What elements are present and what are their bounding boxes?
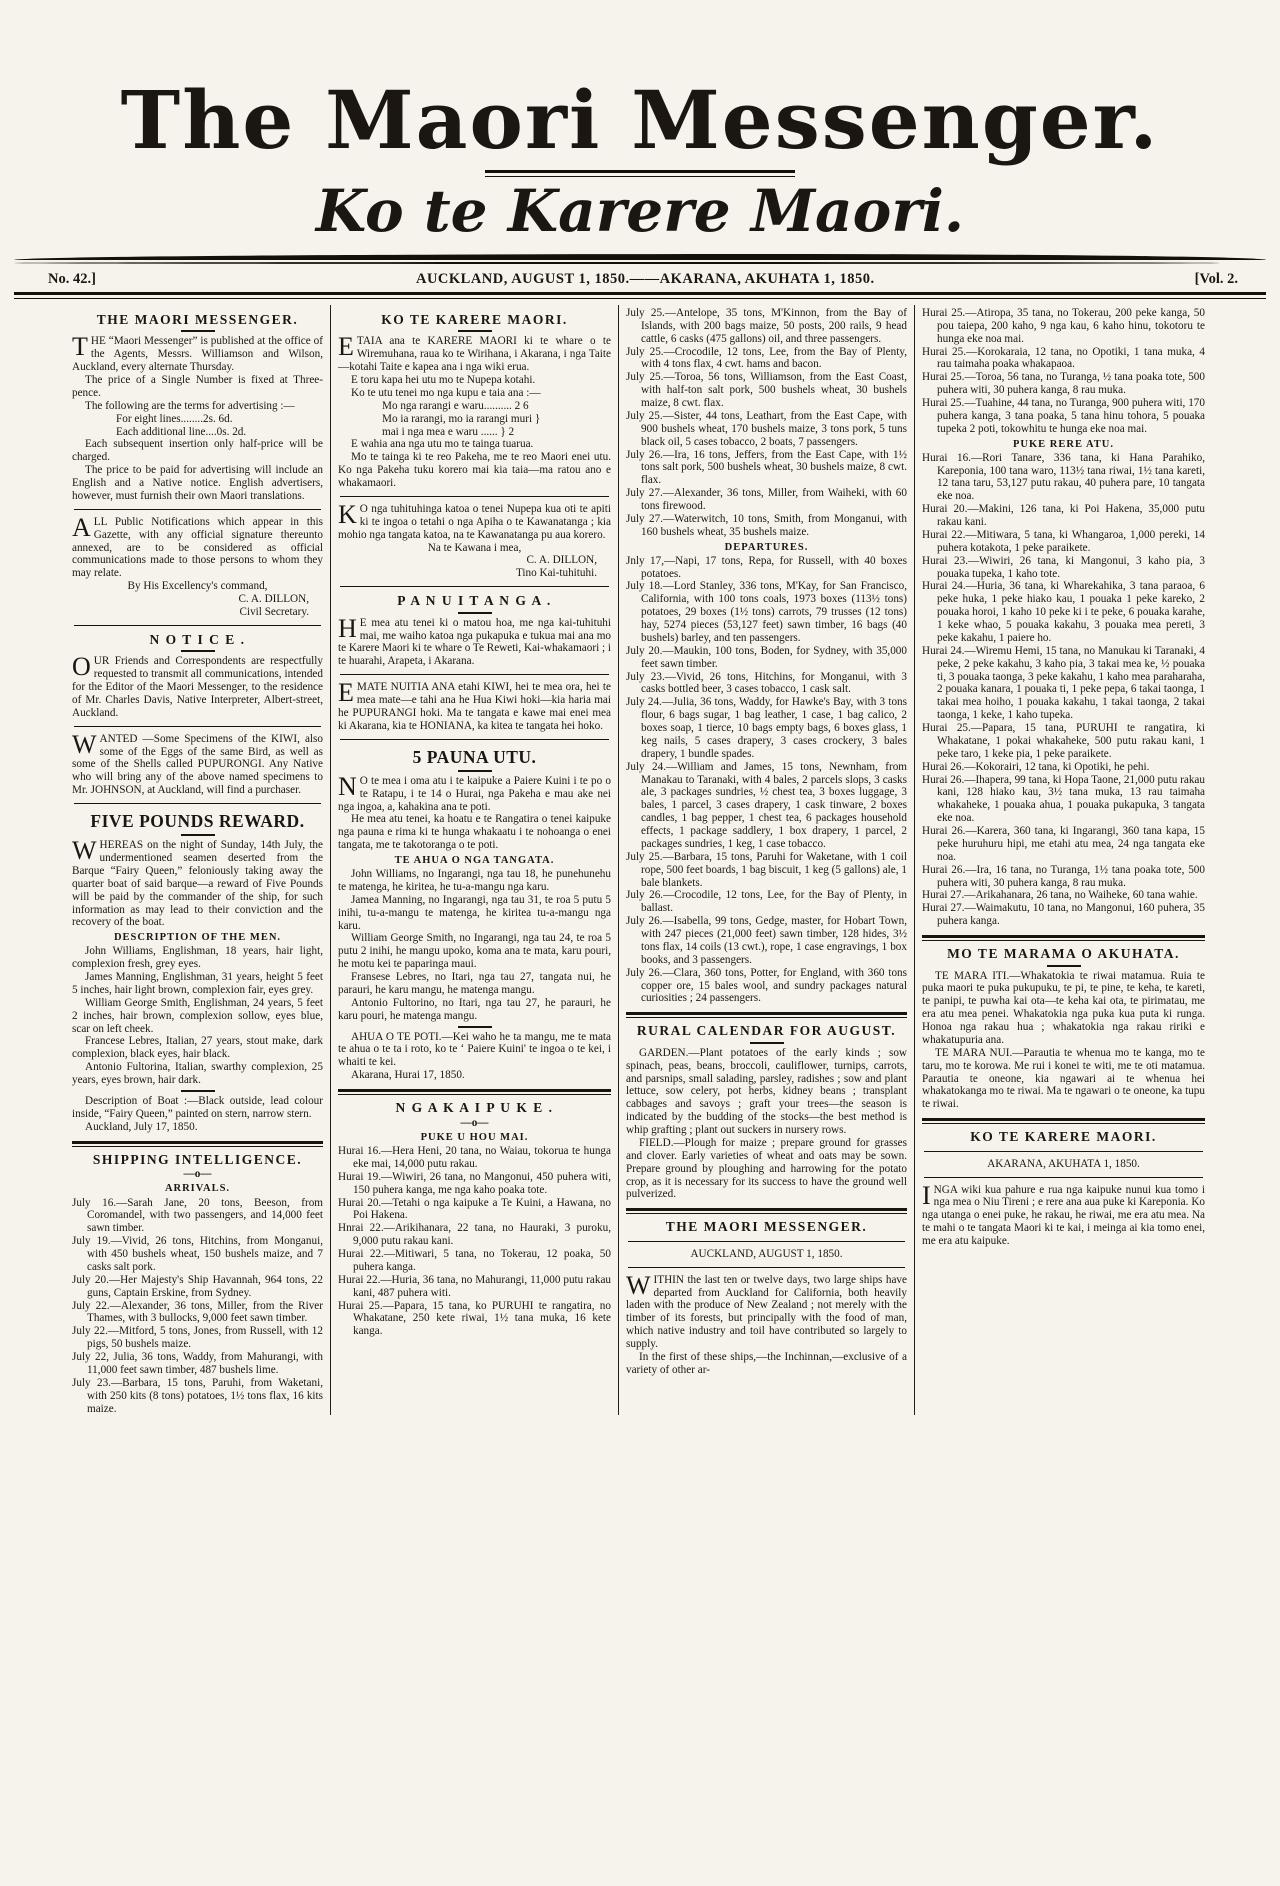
section-heading-large: FIVE POUNDS REWARD.: [90, 811, 305, 832]
ship-entry: Hurai 20.—Makini, 126 tana, ki Poi Hakena, 35,000 putu rakau kani.: [922, 503, 1205, 529]
centered-line: AUCKLAND, AUGUST 1, 1850.: [690, 1247, 843, 1260]
paragraph: William George Smith, no Ingarangi, nga tau 24, te roa 5 putu 2 inihi, he mangu upoko, koma ana te mata, karu pouri, he motu kei te paparinga maui.: [338, 932, 611, 971]
paragraph: Antonio Fultorino, no Itari, nga tau 27, he parauri, he karu pouri, he matenga mangu.: [338, 996, 611, 1022]
paragraph-dropcap: WHEREAS on the night of Sunday, 14th July, the undermentioned seamen deserted from the Barque “Fairy Queen,” feloniously taking away the quarter boat of said barque—a reward of Five Pounds will be paid by the commander of the ship, for such information as may lead to their conviction and the recovery of the boat.: [72, 836, 323, 929]
paragraph-dropcap: ALL Public Notifications which appear in this Gazette, with any official signature thereunto annexed, are to be considered as official communications made to those persons to whom they may relate.: [72, 512, 323, 580]
ship-entry: July 23.—Barbara, 15 tons, Paruhi, from Waketani, with 250 kits (8 tons) potatoes, 1½ tons flax, 16 kits maize.: [72, 1376, 323, 1415]
paragraph: GARDEN.—Plant potatoes of the early kinds ; sow spinach, peas, beans, broccoli, cauliflower, turnips, carrots, and parsnips, small salading, parsley, radishes ; sow and plant lettuce, sow celery, pot herbs, kidney beans ; transplant cabbages and savoys ; graft your trees—the season is indicated by the budding of the stocks—the best method is whip grafting ; plant out suckers in nursery rows.: [626, 1046, 907, 1137]
paragraph-dropcap: INGA wiki kua pahure e rua nga kaipuke nunui kua tomo i nga mea o Niu Tireni ; e rere ana aua puke ki Kareponia. Ko nga utanga o enei puke, he rakau, he riwai, me era atu mea. Na te mahi o te tangata Maori ki te kai, i meinga ai kia tomo enei, me era atu kaipuke.: [922, 1180, 1205, 1248]
centered-line: AKARANA, AKUHATA 1, 1850.: [987, 1157, 1140, 1170]
single-rule: [340, 739, 609, 740]
single-rule: [628, 1241, 905, 1242]
ship-entry: July 22.—Alexander, 36 tons, Miller, from the River Thames, with 3 bullocks, 9,000 feet sawn timber.: [72, 1299, 323, 1325]
ship-entry: July 20.—Maukin, 100 tons, Boden, for Sydney, with 35,000 feet sawn timber.: [626, 644, 907, 670]
short-rule: [750, 1042, 784, 1044]
paragraph: The price of a Single Number is fixed at Three-pence.: [72, 374, 323, 399]
paragraph: John Williams, Englishman, 18 years, hair light, complexion fresh, grey eyes.: [72, 945, 323, 971]
single-rule: [74, 726, 321, 727]
double-rule: [338, 1089, 611, 1095]
ship-entry: July 24.—Julia, 36 tons, Waddy, for Hawke's Bay, with 3 tons flour, 6 bags sugar, 1 bag leather, 1 case, 1 bag calico, 2 boxes soap, 1 tierce, 10 bags empty bags, 6 boxes glass, 1 keg nails, 5 cases drapery, 3 cases crockery, 3 bales drapery, 1 bundle spades.: [626, 696, 907, 760]
ship-entry: July 27.—Waterwitch, 10 tons, Smith, from Monganui, with 160 bushels wheat, 35 bushels maize.: [626, 512, 907, 538]
masthead: [0, 0, 1280, 299]
ship-entry: Hurai 25.—Atiropa, 35 tana, no Tokerau, 200 peke kanga, 50 pou taiepa, 200 kaho, 9 nga kau, 6 kaho hinu, tokotoru te hunga eke noa mai.: [922, 306, 1205, 345]
ship-entry: Hurai 25.—Tuahine, 44 tana, no Turanga, 900 puhera witi, 170 puhera kanga, 3 tana poaka, 5 tana hinu tohora, 5 pouaka tupeka 2 poti, tokowhitu te hunga eke noa mai.: [922, 397, 1205, 435]
paragraph: In the first of these ships,—the Inchinnan,—exclusive of a variety of other ar-: [626, 1350, 907, 1376]
ship-entry: July 20.—Her Majesty's Ship Havannah, 964 tons, 22 guns, Captain Erskine, from Sydney.: [72, 1273, 323, 1299]
volume-number: [Vol. 2.: [1194, 270, 1238, 287]
dateline-text: AUCKLAND, AUGUST 1, 1850.——AKARANA, AKUHATA 1, 1850.: [415, 270, 875, 287]
ship-entry: Hurai 27.—Arikahanara, 26 tana, no Waiheke, 60 tana wahie.: [922, 889, 1198, 902]
ship-entry: July 26.—Isabella, 99 tons, Gedge, master, for Hobart Town, with 247 pieces (21,000 feet) sawn timber, 128 hides, 3½ tons flax, 14 coils (13 cwt.), rope, 1 case engravings, 1 box books, and 3 passengers.: [626, 915, 907, 966]
section-heading: SHIPPING INTELLIGENCE.: [92, 1151, 303, 1167]
double-rule: [922, 1118, 1205, 1124]
paragraph: The following are the terms for advertising :—: [85, 399, 295, 412]
ship-entry: July 18.—Lord Stanley, 336 tons, M'Kay, for San Francisco, California, with 100 tons coals, 1973 boxes (113½ tons) potatoes, 29 boxes (1½ tons) carrots, 79 trusses (12 tons) hay, 5274 pieces (53,127 feet) sawn timber, 16 bags (40 bushels) barley, and ten passengers.: [626, 580, 907, 644]
paragraph: E toru kapa hei utu mo te Nupepa kotahi.: [351, 374, 536, 387]
short-rule: [181, 834, 215, 836]
paragraph: Each subsequent insertion only half-price will be charged.: [72, 438, 323, 464]
single-rule: [340, 586, 609, 587]
column-2: [330, 305, 618, 1415]
subheading: ARRIVALS.: [164, 1183, 231, 1195]
ship-entry: July 27.—Alexander, 36 tons, Miller, from Waiheki, with 60 tons firewood.: [626, 487, 907, 513]
double-rule: [72, 1141, 323, 1147]
paragraph: Akarana, Hurai 17, 1850.: [351, 1069, 465, 1082]
short-rule: [181, 1090, 215, 1092]
ship-entry: Hurai 26.—Karera, 360 tana, ki Ingarangi, 360 tana kapa, 15 peke huruhuru hipi, me etahi atu mea, 24 nga tangata eke noa.: [922, 825, 1205, 863]
column-grid: [65, 305, 1215, 1415]
single-rule: [628, 1267, 905, 1268]
single-rule: [924, 1151, 1203, 1152]
paragraph: TE MARA NUI.—Parautia te whenua mo te kanga, mo te taru, mo te korowa. Me rui i konei te witi, me te oti matamua. Parautia te oneone, kia ngawari ai te whenua hei whakatokanga mo te riwai. Ma te ngawari o te oneone, ka tupu te riwai.: [922, 1046, 1205, 1111]
signature-line: C. A. DILLON,: [526, 554, 597, 567]
ship-entry: July 25.—Barbara, 15 tons, Paruhi for Waketane, with 1 coil rope, 500 feet boards, 1 bag biscuit, 1 keg (5 gallons) ale, 1 bale blankets.: [626, 850, 907, 889]
paragraph-dropcap: WITHIN the last ten or twelve days, two large ships have departed from Auckland for California, both heavily laden with the produce of New Zealand ; not merely with the timber of its forests, but principally with the food of man, which native industry and toil have contributed so largely to supply.: [626, 1270, 907, 1351]
issue-number: No. 42.]: [48, 270, 96, 287]
signature-line: Tino Kai-tuhituhi.: [515, 567, 597, 580]
short-rule: [1047, 965, 1081, 967]
double-rule: [922, 935, 1205, 941]
paragraph: Mo te tainga ki te reo Pakeha, me te reo Maori enei utu. Ko nga Pakeha tuku korero mai kia taia—ma ratou ano e whakamaori.: [338, 451, 611, 490]
ship-entry: July 25.—Crocodile, 12 tons, Lee, from the Bay of Plenty, with 4 tons flax, 4 cwt. hams and bacon.: [626, 345, 907, 371]
section-heading: RURAL CALENDAR FOR AUGUST.: [636, 1023, 897, 1039]
paragraph-dropcap: ETAIA ana te KARERE MAORI ki te whare o te Wiremuhana, raua ko te Wirihana, i Akarana, i nga Taite—kotahi Taite e kapea ana i nga wiki erua.: [338, 332, 611, 374]
short-rule: [458, 330, 492, 332]
paragraph: FIELD.—Plough for maize ; prepare ground for grasses and clover. Early varieties of wheat and oats may be sown. Prepare ground by ploughing and harrowing for the potato crop, as it is necessary for its success to have the ground well pulverized.: [626, 1136, 907, 1201]
ornament: —o—: [183, 1168, 212, 1181]
ship-entry: Hurai 25.—Korokaraia, 12 tana, no Opotiki, 1 tana muka, 4 rau taimaha poaka whakapaoa.: [922, 345, 1205, 371]
paragraph: Jamea Manning, no Ingarangi, nga tau 31, te roa 5 putu 5 inihi, tu-a-mangu te matenga, he kiritea tu-a-mangu nga karu.: [338, 893, 611, 932]
subheading: PUKE RERE ATU.: [1012, 438, 1115, 450]
tariff-line: mai i nga mea e waru ...... } 2: [382, 425, 515, 438]
ship-entry: July 25.—Antelope, 35 tons, M'Kinnon, from the Bay of Islands, with 200 bags maize, 50 posts, 200 rails, 9 head cattle, 6 casks (475 gallons) oil, and three passengers.: [626, 306, 907, 345]
ship-entry: Jnly 17,—Napi, 17 tons, Repa, for Russell, with 40 boxes potatoes.: [626, 554, 907, 580]
subheading: DESCRIPTION OF THE MEN.: [113, 932, 282, 944]
paragraph: E wahia ana nga utu mo te tainga tuarua.: [351, 438, 534, 451]
paragraph: Ko te utu tenei mo nga kupu e taia ana :—: [351, 386, 541, 399]
centered-line: Na te Kawana i mea,: [427, 541, 522, 554]
signature-line: C. A. DILLON,: [238, 593, 309, 606]
ship-entry: July 26.—Crocodile, 12 tons, Lee, for the Bay of Plenty, in ballast.: [626, 889, 907, 915]
ship-entry: July 24.—William and James, 15 tons, Newnham, from Manakau to Taranaki, with 4 bales, 2 parcels slops, 3 casks ale, 3 packages sundries, ½ chest tea, 3 boxes luggage, 3 bales, 1 parcel, 3 cases drapery, 1 cask tinware, 2 boxes candles, 1 bag pepper, 1 chest tea, 6 packages household effects, 1 package saddlery, 1 box drapery, 1 parcel, 2 packages sundries, 1 keg, 1 case tobacco.: [626, 760, 907, 850]
tariff-line: Mo nga rarangi e waru.......... 2 6: [382, 399, 529, 412]
short-rule: [458, 1026, 492, 1028]
paragraph-dropcap: NO te mea i oma atu i te kaipuke a Paiere Kuini i te po o te Ratapu, i te 14 o Hurai, nga Pakeha e mau ake nei nga ingoa, a, kahakina ana te poti.: [338, 771, 611, 813]
single-rule: [924, 1177, 1203, 1178]
title-divider-rule: [485, 170, 795, 177]
paragraph: James Manning, Englishman, 31 years, height 5 feet 5 inches, hair light brown, complexion fair, eyes grey.: [72, 971, 323, 996]
paragraph-dropcap: THE “Maori Messenger” is published at the office of the Agents, Messrs. Williamson and Wilson, Auckland, every alternate Thursday.: [72, 332, 323, 374]
ship-entry: July 16.—Sarah Jane, 20 tons, Beeson, from Coromandel, with two passengers, and 14,000 feet sawn timber.: [72, 1196, 323, 1235]
ship-entry: Hurai 22.—Mitiwari, 5 tana, no Tokerau, 12 poaka, 50 puhera kanga.: [338, 1248, 611, 1273]
subheading: PUKE U HOU MAI.: [420, 1131, 529, 1143]
paragraph: Fransese Lebres, no Itari, nga tau 27, tangata nui, he parauri, he karu mangu, he matenga mangu.: [338, 971, 611, 996]
ship-entry: July 22.—Mitford, 5 tons, Jones, from Russell, with 12 pigs, 50 bushels maize.: [72, 1325, 323, 1351]
ship-entry: Hurai 26.—Ira, 16 tana, no Turanga, 1½ tana poaka tote, 500 puhera witi, 30 puhera kanga, 8 rau muka.: [922, 863, 1205, 889]
paragraph: He mea atu tenei, ka hoatu e te Rangatira o tenei kaipuke nga pauna e rima ki te hunga whakaatu i te nohoanga o enei tangata, me te takotoranga o te poti.: [338, 813, 611, 852]
single-rule: [74, 509, 321, 510]
column-3: [618, 305, 914, 1415]
ship-entry: Hurai 19.—Wiwiri, 26 tana, no Mangonui, 450 puhera witi, 150 puhera kanga, me nga kaho poaka tote.: [338, 1170, 611, 1196]
paragraph-dropcap: EMATE NUITIA ANA etahi KIWI, hei te mea ora, hei te mea mate—e tahi ana he Hua Kiwi hoki—kia haria mai he PUPURANGI hoki. Ma te tangata e kawe mai enei mea ki Akarana, kia te HONIANA, ka kitea te tangata hei hoko.: [338, 678, 611, 732]
section-heading-large: 5 PAUNA UTU.: [412, 746, 537, 767]
short-rule: [458, 612, 492, 614]
single-rule: [340, 496, 609, 497]
paragraph: Antonio Fultorina, Italian, swarthy complexion, 25 years, eyes brown, hair dark.: [72, 1061, 323, 1087]
ship-entry: July 23.—Vivid, 26 tons, Hitchins, for Monganui, with 3 casks bottled beer, 3 cases tobacco, 1 cask salt.: [626, 670, 907, 696]
paragraph-dropcap: OUR Friends and Correspondents are respectfully requested to transmit all communications, intended for the Editor of the Maori Messenger, to the residence of Mr. Charles Davis, Native Interpreter, Albert-street, Auckland.: [72, 652, 323, 719]
paragraph-dropcap: KO nga tuhituhinga katoa o tenei Nupepa kua oti te apiti ki te ingoa o tetahi o nga Apiha o te Kawanatanga ; kia mohio nga tangata katoa, na te Kawanatanga pu aua korero.: [338, 499, 611, 541]
paragraph: Auckland, July 17, 1850.: [85, 1120, 198, 1133]
section-heading: KO TE KARERE MAORI.: [381, 311, 568, 327]
ship-entry: Hurai 26.—Ihapera, 99 tana, ki Hopa Taone, 21,000 putu rakau kani, 128 hiako kau, 3½ tana muka, 13 rau taimaha whakaheke, 1 pouaka ahua, 1 pouaka pukapuka, 3 tangata eke noa.: [922, 773, 1205, 825]
section-heading: N G A K A I P U K E .: [395, 1100, 554, 1116]
dateline-row: [0, 264, 1280, 292]
subheading: TE AHUA O NGA TANGATA.: [394, 855, 555, 867]
short-rule: [181, 330, 215, 332]
paragraph: William George Smith, Englishman, 24 years, 5 feet 2 inches, hair brown, complexion sollow, eyes blue, scar on left cheek.: [72, 996, 323, 1035]
section-heading: P A N U I T A N G A .: [397, 593, 552, 609]
paragraph-dropcap: WANTED —Some Specimens of the KIWI, also some of the Eggs of the same Bird, as well as some of the Shells called PUPURONGI. Any Native who will bring any of the above named specimens to Mr. JOHNSON, at Auckland, will find a purchaser.: [72, 729, 323, 797]
header-divider-rule: [14, 292, 1266, 299]
double-rule: [626, 1208, 907, 1214]
single-rule: [74, 803, 321, 804]
ship-entry: July 25.—Sister, 44 tons, Leathart, from the East Cape, with 900 bushels wheat, 170 bushels maize, 3 tons pork, 5 tuns black oil, 5 cases tobacco, 2 boats, 7 passengers.: [626, 409, 907, 448]
ship-entry: July 26.—Clara, 360 tons, Potter, for England, with 360 tons copper ore, 15 bales wool, and sundry packages natural curiosities ; 24 passengers.: [626, 966, 907, 1005]
section-heading: THE MAORI MESSENGER.: [96, 311, 299, 327]
ship-entry: July 26.—Ira, 16 tons, Jeffers, from the East Cape, with 1½ tons salt pork, 500 bushels wheat, 30 bushels maize, 8 cwt. flax.: [626, 448, 907, 487]
ship-entry: Hurai 25.—Toroa, 56 tana, no Turanga, ½ tana poaka tote, 500 puhera witi, 30 puhera kanga, 8 rau muka.: [922, 371, 1205, 397]
paragraph: Description of Boat :—Black outside, lead colour inside, “Fairy Queen,” painted on stern, narrow stern.: [72, 1094, 323, 1120]
single-rule: [74, 625, 321, 626]
ship-entry: Hurai 16.—Rori Tanare, 336 tana, ki Hana Parahiko, Kareponia, 100 tana waro, 113½ tana riwai, 1½ tana kareti, 12 tana taru, 53,127 putu rakau, 40 puhera pare, 10 tangata eke noa.: [922, 451, 1205, 503]
column-1: [65, 305, 330, 1415]
paragraph: Francese Lebres, Italian, 27 years, stout make, dark complexion, black eyes, hair black.: [72, 1035, 323, 1061]
ship-entry: Hurai 25.—Papara, 15 tana, PURUHI te rangatira, ki Whakatane, 1 pokai whakaheke, 500 putu rakau kani, 1 peke taro, 1 keke pia, 1 peke paraikete.: [922, 722, 1205, 760]
newspaper-title-maori: Ko te Karere Maori.: [315, 177, 965, 245]
paragraph-dropcap: HE mea atu tenei ki o matou hoa, me nga kai-tuhituhi mai, me waiho katoa nga pukapuka e tukua mai ana mo te Karere Maori ki te whare o Te Reweti, Kai-whakamaori ; i te huarahi, Arapeta, i Akarana.: [338, 613, 611, 668]
section-heading: KO TE KARERE MAORI.: [970, 1129, 1157, 1145]
short-rule: [181, 650, 215, 652]
thick-rule: [14, 254, 1266, 260]
ship-entry: July 25.—Toroa, 56 tons, Williamson, from the East Coast, with half-ton salt pork, 500 bushels wheat, 30 bushels maize, 8 cwt. flax.: [626, 371, 907, 410]
ornament: —o—: [460, 1116, 489, 1129]
paragraph: TE MARA ITI.—Whakatokia te riwai matamua. Ruia te puka maori te puka pukupuku, te pi, te pine, te keha, te kareti, te panipi, te puwha kai ota—te keha kai ota, te pirimatau, me era atu mea penei. Whakatokia nga puka kua puta ki runga. Honoa nga rakau hua ; whakatokia nga rakau ririki e whakatupuria ana.: [922, 969, 1205, 1046]
newspaper-title-english: The Maori Messenger.: [120, 73, 1160, 167]
ship-entry: July 19.—Vivid, 26 tons, Hitchins, from Monganui, with 450 bushels wheat, 150 bushels maize, and 7 casks salt pork.: [72, 1235, 323, 1273]
section-heading: MO TE MARAMA O AKUHATA.: [947, 946, 1180, 962]
single-rule: [340, 674, 609, 675]
subheading: DEPARTURES.: [724, 541, 809, 553]
ship-entry: Hurai 25.—Papara, 15 tana, ko PURUHI te rangatira, no Whakatane, 250 kete riwai, 1½ tana muka, 16 kete kanga.: [338, 1299, 611, 1338]
ship-entry: Hurai 27.—Waimakutu, 10 tana, no Mangonui, 160 puhera, 35 puhera kanga.: [922, 902, 1205, 928]
ship-entry: Hnrai 22.—Arikihanara, 22 tana, no Hauraki, 3 puroku, 9,000 putu rakau kani.: [338, 1222, 611, 1248]
ship-entry: Hurai 20.—Tetahi o nga kaipuke a Te Kuini, a Hawana, no Poi Hakena.: [338, 1196, 611, 1222]
ship-entry: Hurai 26.—Kokorairi, 12 tana, ki Opotiki, he pehi.: [922, 760, 1150, 773]
tariff-line: For eight lines........2s. 6d.: [116, 412, 233, 425]
paragraph: The price to be paid for advertising will include an English and a Native notice. English advertisers, however, must furnish their own Maori translations.: [72, 464, 323, 502]
section-heading: THE MAORI MESSENGER.: [665, 1219, 868, 1235]
tariff-line: Mo ia rarangi, mo ia rarangi muri }: [382, 412, 541, 425]
ship-entry: July 22, Julia, 36 tons, Waddy, from Mahurangi, with 11,000 feet sawn timber, 487 bushels lime.: [72, 1351, 323, 1376]
paragraph: AHUA O TE POTI.—Kei waho he ta mangu, me te mata te ahua o te ta i roto, ko te ‘ Paiere Kuini' te ingoa o te kei, i whaiti te kei.: [338, 1030, 611, 1069]
signature-line: Civil Secretary.: [239, 605, 309, 618]
ship-entry: Hurai 24.—Wiremu Hemi, 15 tana, no Manukau ki Taranaki, 4 peke, 2 peke kakahu, 3 kaho pia, 3 takai mea ke, ½ pouaka ti, 3 pouaka taonga, 3 peke kakahu, 1 kaho mea paraharaha, 2 pouaka kanara, 1 pouaka ti, 1 peke pepa, 6 takai taonga, 1 takai mea hoiho, 1 pouaka kakahu, 1 takai taonga, 2 takai taonga, 1 keke, 1 kaho tupeka.: [922, 644, 1205, 722]
ship-entry: Hurai 23.—Wiwiri, 26 tana, ki Mangonui, 3 kaho pia, 3 pouaka tupeka, 1 kaho tote.: [922, 554, 1205, 580]
ship-entry: Hurai 24.—Huria, 36 tana, ki Wharekahika, 3 tana paraoa, 6 peke huka, 1 peke hiako kau, 1 pouaka 1 peke kareko, 2 pouaka horoi, 1 kaho 10 peke ki i te peke, 6 pouaka karahe, 1 keke whao, 5 pouaka kakahu, 3 pouaka mea pereti, 3 peke kakahu, 1 paiere ho.: [922, 580, 1205, 644]
paragraph: John Williams, no Ingarangi, nga tau 18, he punehunehu te matenga, he kiritea, he tu-a-mangu nga karu.: [338, 868, 611, 893]
ship-entry: Hurai 16.—Hera Heni, 20 tana, no Waiau, tokorua te hunga eke mai, 14,000 putu rakau.: [338, 1145, 611, 1170]
centered-line: By His Excellency's command,: [127, 580, 268, 593]
tariff-line: Each additional line....0s. 2d.: [116, 425, 247, 438]
section-heading: N O T I C E .: [149, 631, 246, 647]
short-rule: [458, 770, 492, 772]
column-4: [914, 305, 1212, 1415]
ship-entry: Hurai 22.—Mitiwara, 5 tana, ki Whangaroa, 1,000 pereki, 14 puhera kotakota, 1 peke paraikete.: [922, 528, 1205, 554]
double-rule: [626, 1012, 907, 1018]
ship-entry: Hurai 22.—Huria, 36 tana, no Mahurangi, 11,000 putu rakau kani, 487 puhera witi.: [338, 1273, 611, 1299]
